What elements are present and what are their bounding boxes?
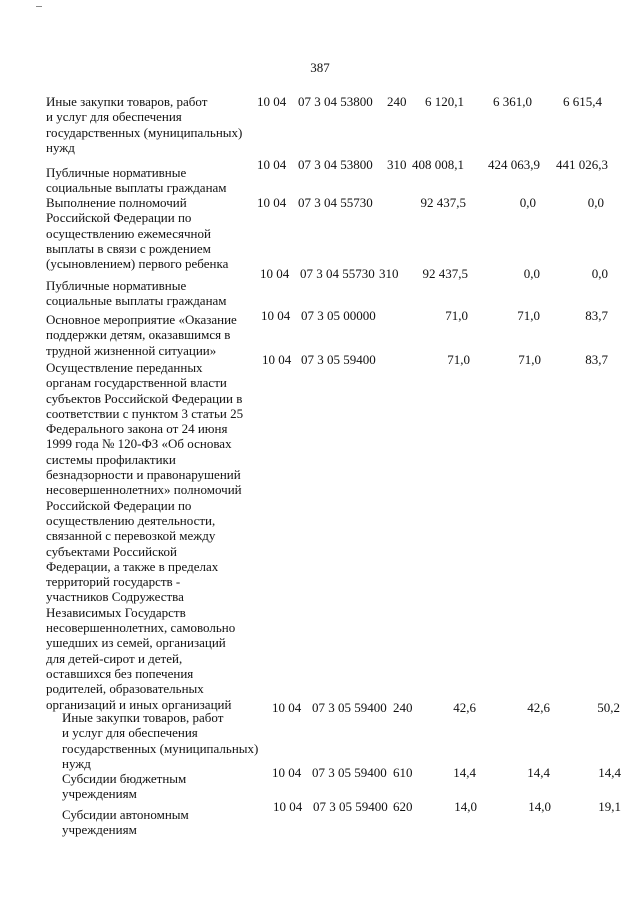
row-value-1: 6 120,1 [425,94,464,109]
row-value-2: 0,0 [523,266,540,281]
row-value-2: 14,0 [528,799,551,814]
row-vr: 240 [387,94,407,109]
row-code: 07 3 05 59400 [312,700,387,715]
row-code: 07 3 04 53800 [298,157,373,172]
row-value-3: 441 026,3 [556,157,608,172]
row-code: 07 3 04 55730 [300,266,375,281]
row-section: 10 04 [273,799,303,814]
row-value-3: 0,0 [591,266,608,281]
row-name: Публичные нормативные социальные выплаты гражданам [46,165,227,196]
row-code: 07 3 04 55730 [298,195,373,210]
row-name: Осуществление переданных органам государственной власти субъектов Российской Федерации в соответствии с пунктом 3 статьи 25 Федерального закона от 24 июня 1999 года № 120-ФЗ «Об основах системы профилактики безнадзорности и правонарушений несовершеннолетних» полномочий Российской Федерации по осуществлению деятельности, связанной с перевозкой между субъектами Российской Федерации, а также в пределах территорий государств - участников Содружества Независимых Государств несовершеннолетних, самовольно ушедших из семей, организаций для детей-сирот и детей, оставшихся без попечения родителей, образовательных организаций и иных организаций [46,360,244,712]
row-vr: 310 [379,266,399,281]
row-section: 10 04 [257,94,287,109]
row-vr: 310 [387,157,407,172]
row-name: Выполнение полномочий Российской Федерации по осуществлению ежемесячной выплаты в связи с рождением (усыновлением) первого ребенка [46,195,229,272]
row-value-3: 0,0 [587,195,604,210]
row-value-1: 408 008,1 [412,157,464,172]
row-name: Публичные нормативные социальные выплаты гражданам [46,278,227,309]
row-code: 07 3 05 59400 [312,765,387,780]
row-value-2: 14,4 [527,765,550,780]
row-value-2: 71,0 [517,308,540,323]
row-section: 10 04 [262,352,292,367]
row-code: 07 3 05 59400 [313,799,388,814]
row-vr: 610 [393,765,413,780]
row-value-3: 19,1 [598,799,621,814]
row-value-1: 71,0 [445,308,468,323]
row-value-3: 6 615,4 [563,94,602,109]
row-value-2: 6 361,0 [493,94,532,109]
row-value-3: 83,7 [585,352,608,367]
row-value-1: 42,6 [453,700,476,715]
row-code: 07 3 04 53800 [298,94,373,109]
row-section: 10 04 [261,308,291,323]
row-name: Субсидии автономным учреждениям [62,807,189,838]
row-value-3: 14,4 [598,765,621,780]
row-code: 07 3 05 59400 [301,352,376,367]
row-section: 10 04 [272,765,302,780]
row-value-3: 50,2 [597,700,620,715]
row-vr: 620 [393,799,413,814]
row-section: 10 04 [272,700,302,715]
row-code: 07 3 05 00000 [301,308,376,323]
scan-mark [36,6,42,7]
row-name: Иные закупки товаров, работ и услуг для обеспечения государственных (муниципальных) нужд [62,710,259,771]
row-section: 10 04 [257,195,287,210]
row-name: Основное мероприятие «Оказание поддержки детям, оказавшимся в трудной жизненной ситуации» [46,312,237,358]
row-value-1: 92 437,5 [422,266,468,281]
row-section: 10 04 [260,266,290,281]
row-value-1: 14,0 [454,799,477,814]
row-value-2: 42,6 [527,700,550,715]
row-value-2: 0,0 [519,195,536,210]
row-name: Иные закупки товаров, работ и услуг для обеспечения государственных (муниципальных) нужд [46,94,243,155]
row-value-1: 92 437,5 [420,195,466,210]
row-vr: 240 [393,700,413,715]
page-number: 387 [310,60,330,75]
row-value-2: 424 063,9 [488,157,540,172]
row-section: 10 04 [257,157,287,172]
row-value-1: 71,0 [447,352,470,367]
row-value-1: 14,4 [453,765,476,780]
row-value-3: 83,7 [585,308,608,323]
row-value-2: 71,0 [518,352,541,367]
row-name: Субсидии бюджетным учреждениям [62,771,187,802]
